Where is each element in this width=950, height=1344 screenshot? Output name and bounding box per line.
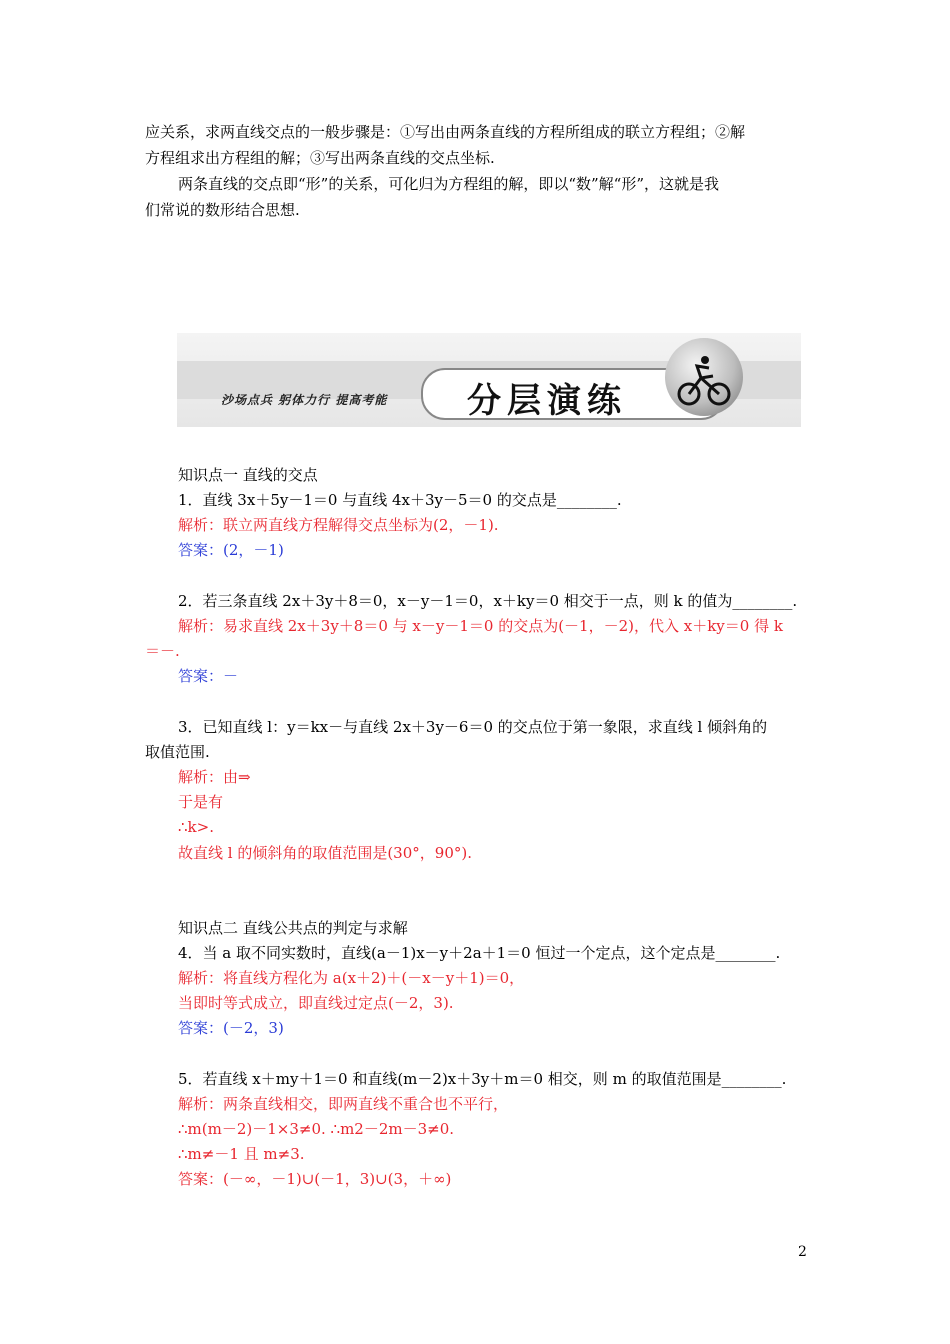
question-3-line-2: 取值范围.	[145, 743, 210, 761]
intro-line-2: 方程组求出方程组的解；③写出两条直线的交点坐标.	[145, 149, 495, 167]
intro-line-1: 应关系，求两直线交点的一般步骤是：①写出由两条直线的方程所组成的联立方程组；②解	[145, 123, 746, 141]
section-banner	[177, 333, 801, 427]
question-2-analysis-2: ＝－.	[145, 642, 180, 660]
cyclist-icon	[665, 338, 743, 416]
intro-line-3: 两条直线的交点即“形”的关系，可化归为方程组的解，即以“数”解“形”，这就是我	[178, 175, 720, 193]
page-number: 2	[798, 1244, 807, 1260]
question-3-analysis-2: 于是有	[178, 793, 224, 811]
question-4-answer: 答案：(－2，3)	[178, 1019, 284, 1037]
question-2-answer: 答案：－	[178, 667, 239, 685]
question-1-analysis: 解析：联立两直线方程解得交点坐标为(2，－1).	[178, 516, 499, 534]
question-4: 4．当 a 取不同实数时，直线(a－1)x－y＋2a＋1＝0 恒过一个定点，这个定点是________.	[178, 944, 781, 962]
question-5-analysis-3: ∴m≠－1 且 m≠3.	[178, 1145, 305, 1163]
question-3-analysis-1: 解析：由⇒	[178, 768, 251, 786]
banner-title: 分层演练	[467, 381, 627, 421]
question-5-answer: 答案：(－∞，－1)∪(－1，3)∪(3，＋∞)	[178, 1170, 452, 1188]
question-4-analysis-2: 当即时等式成立，即直线过定点(－2，3).	[178, 994, 454, 1012]
question-3-line-1: 3．已知直线 l：y＝kx－与直线 2x＋3y－6＝0 的交点位于第一象限，求直线 l 倾斜角的	[178, 718, 768, 736]
question-3-analysis-3: ∴k>.	[178, 818, 214, 836]
question-5: 5．若直线 x＋my＋1＝0 和直线(m－2)x＋3y＋m＝0 相交，则 m 的取值范围是________.	[178, 1070, 787, 1088]
section-2-heading: 知识点二 直线公共点的判定与求解	[178, 919, 408, 937]
question-1-answer: 答案：(2，－1)	[178, 541, 284, 559]
banner-slogan: 沙场点兵 躬体力行 提高考能	[221, 393, 388, 407]
question-2-analysis-1: 解析：易求直线 2x＋3y＋8＝0 与 x－y－1＝0 的交点为(－1，－2)，代入 x＋ky＝0 得 k	[178, 617, 783, 635]
question-5-analysis-2: ∴m(m－2)－1×3≠0. ∴m2－2m－3≠0.	[178, 1120, 455, 1138]
question-4-analysis-1: 解析：将直线方程化为 a(x＋2)＋(－x－y＋1)＝0，	[178, 969, 525, 987]
question-5-analysis-1: 解析：两条直线相交，即两直线不重合也不平行，	[178, 1095, 509, 1113]
question-3-analysis-4: 故直线 l 的倾斜角的取值范围是(30°，90°).	[178, 844, 472, 862]
question-1: 1．直线 3x＋5y－1＝0 与直线 4x＋3y－5＝0 的交点是________.	[178, 491, 622, 509]
section-1-heading: 知识点一 直线的交点	[178, 466, 318, 484]
question-2: 2．若三条直线 2x＋3y＋8＝0，x－y－1＝0，x＋ky＝0 相交于一点，则 k 的值为________.	[178, 592, 798, 610]
intro-line-4: 们常说的数形结合思想.	[145, 201, 300, 219]
